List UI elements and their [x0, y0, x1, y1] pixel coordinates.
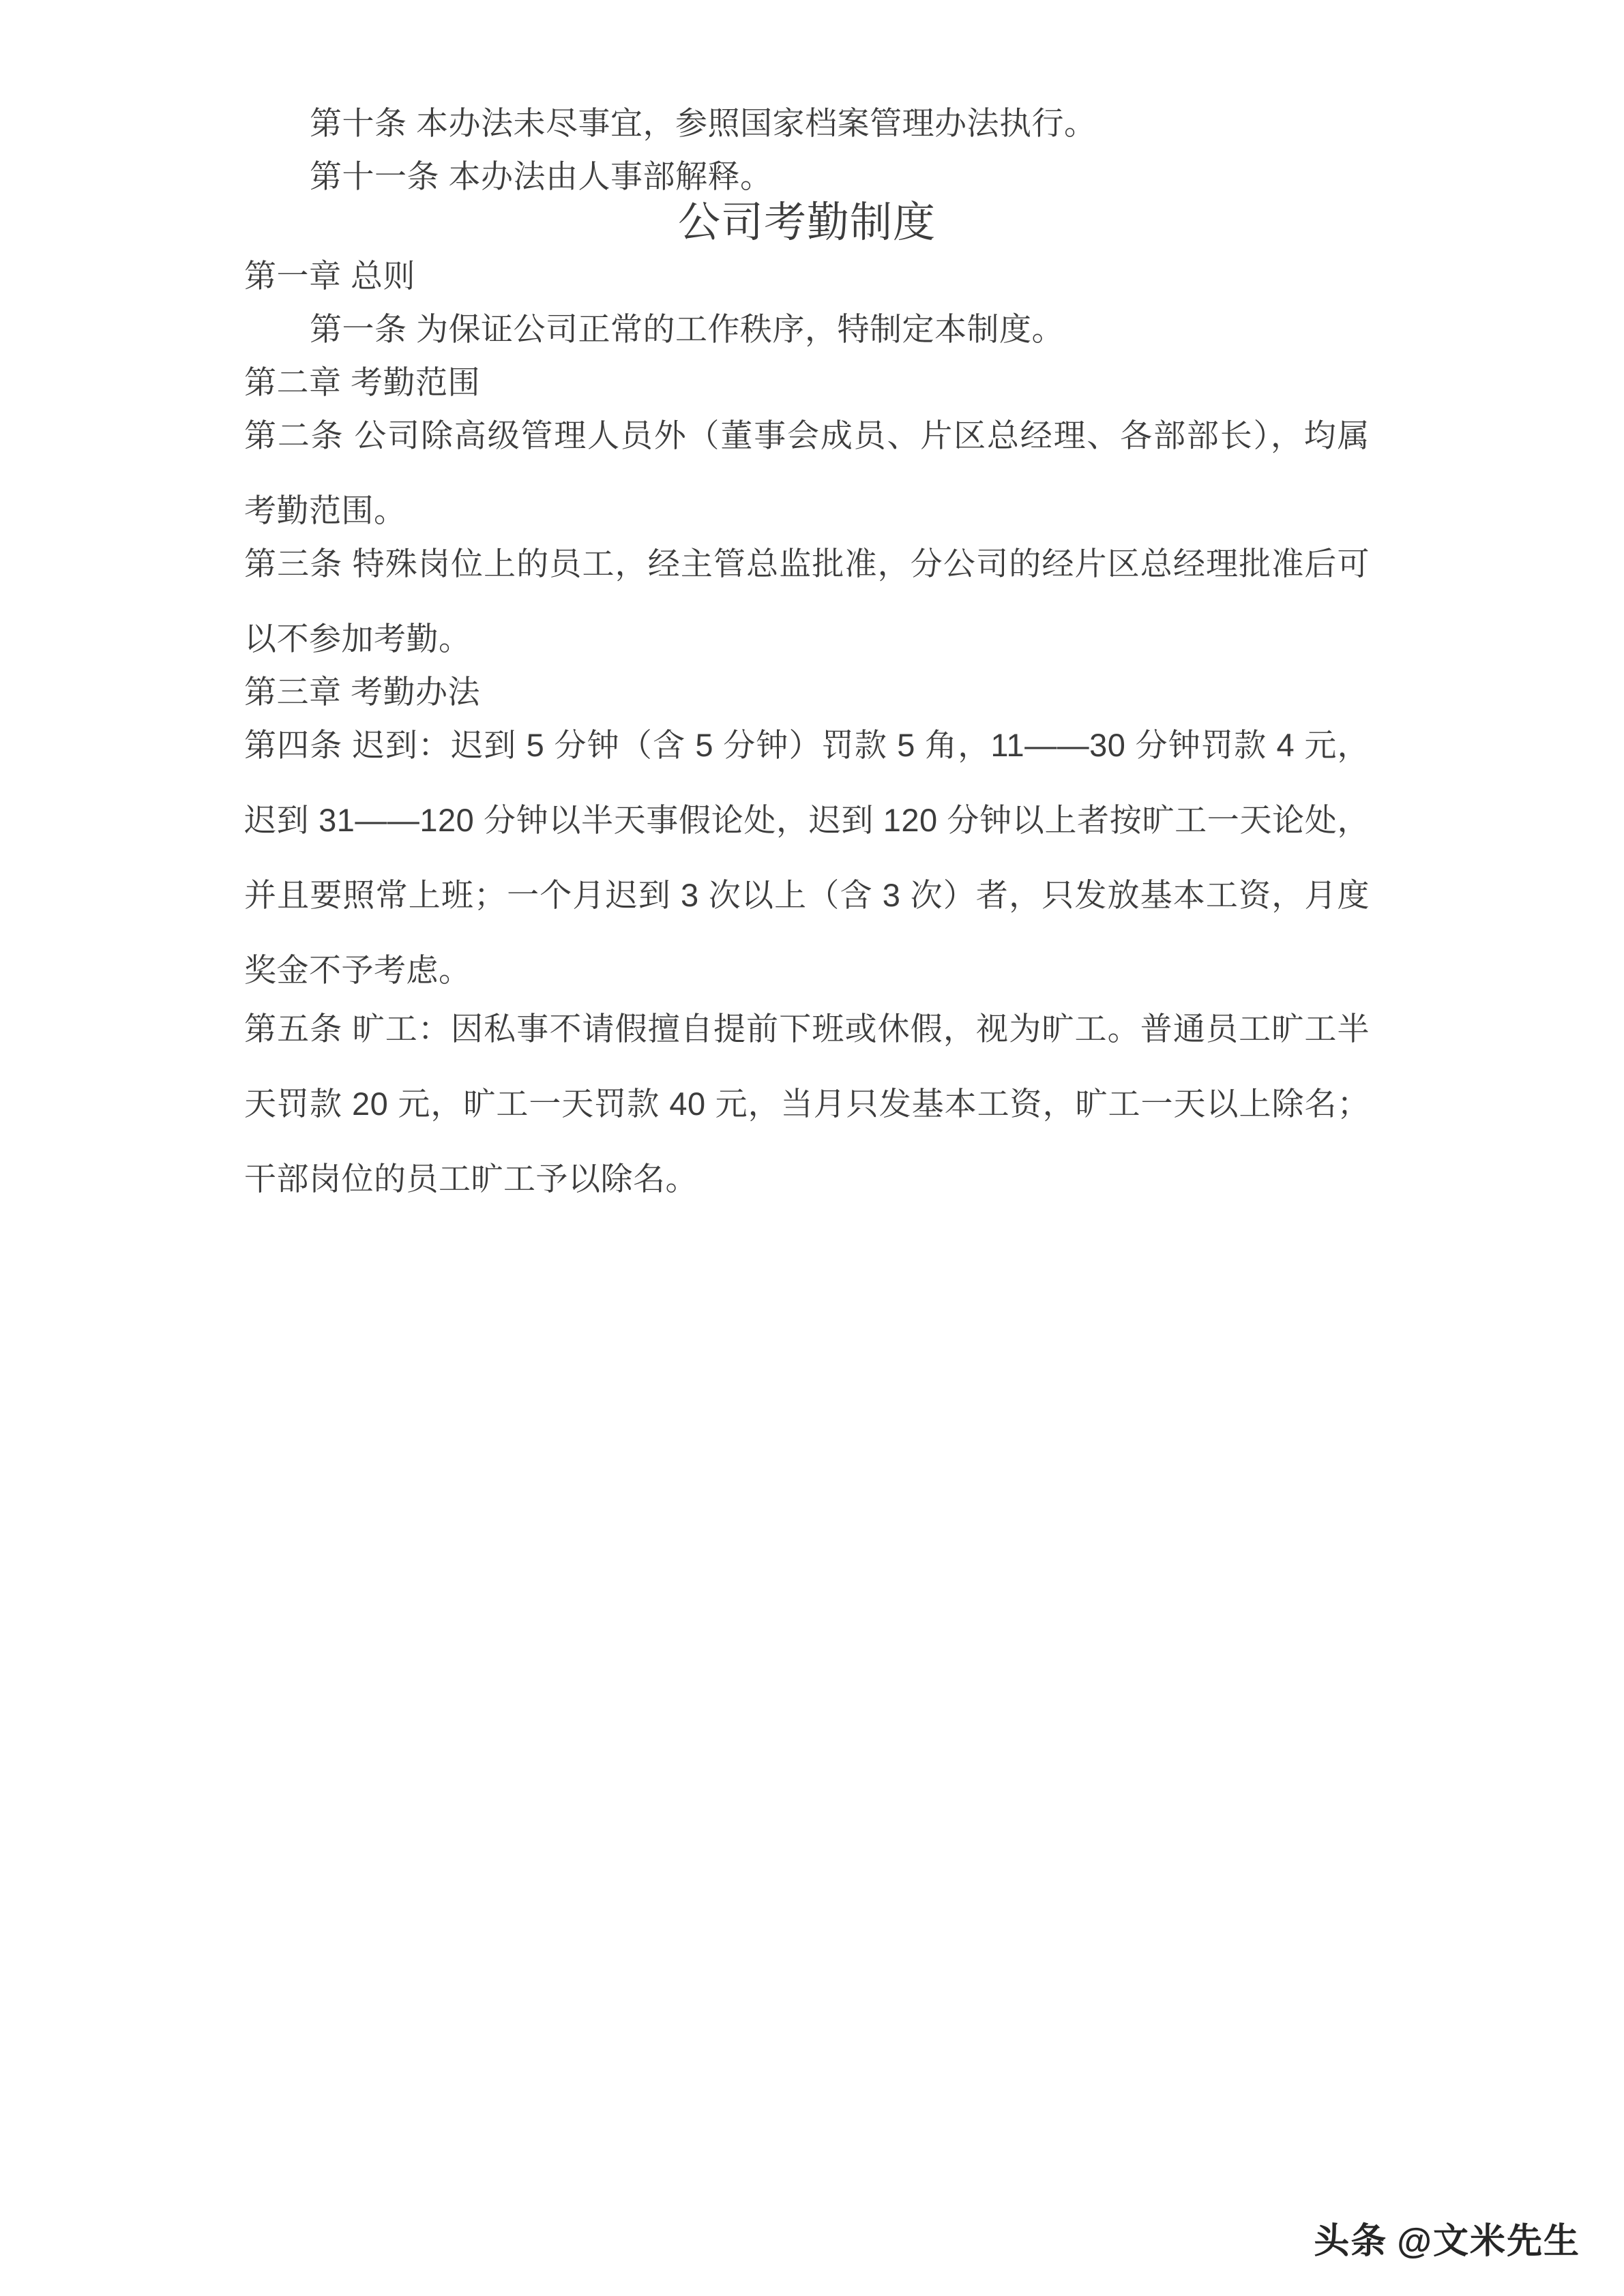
article-2-block: [244, 398, 1370, 548]
article-3-block: [244, 526, 1370, 676]
article-10-paragraph: 第十条 本办法未尽事宜，参照国家档案管理办法执行。: [310, 105, 1097, 141]
article-5-block: [244, 992, 1370, 1217]
chapter-2-heading: 第二章 考勤范围: [244, 364, 481, 400]
article-1-paragraph: 第一条 为保证公司正常的工作秩序，特制定本制度。: [310, 311, 1065, 347]
article-4-block: [244, 708, 1370, 1008]
chapter-3-heading: 第三章 考勤办法: [244, 674, 481, 710]
watermark: [1314, 2212, 1580, 2263]
watermark-handle: @文米先生: [1397, 2222, 1580, 2261]
watermark-brand: 头条: [1314, 2222, 1388, 2261]
article-4-paragraph: 第四条 迟到：迟到 5 分钟（含 5 分钟）罚款 5 角，11——30 分钟罚款 4 元，迟到 31——120 分钟以半天事假论处，迟到 120 分钟以上者按旷工一天论处，并且要照常上班；一个月迟到 3 次以上（含 3 次）者，只发放基本工资，月度奖金不予考虑。: [244, 727, 1370, 988]
page-title: 公司考勤制度: [677, 199, 936, 246]
article-11-paragraph: 第十一条 本办法由人事部解释。: [310, 158, 773, 194]
chapter-1-heading: 第一章 总则: [244, 258, 416, 294]
article-3-paragraph: 第三条 特殊岗位上的员工，经主管总监批准，分公司的经片区总经理批准后可以不参加考勤。: [244, 546, 1370, 657]
article-5-paragraph: 第五条 旷工：因私事不请假擅自提前下班或休假，视为旷工。普通员工旷工半天罚款 20 元，旷工一天罚款 40 元，当月只发基本工资，旷工一天以上除名；干部岗位的员工旷工予以除名。: [244, 1011, 1370, 1197]
article-2-paragraph: 第二条 公司除高级管理人员外（董事会成员、片区总经理、各部部长），均属考勤范围。: [244, 417, 1370, 528]
